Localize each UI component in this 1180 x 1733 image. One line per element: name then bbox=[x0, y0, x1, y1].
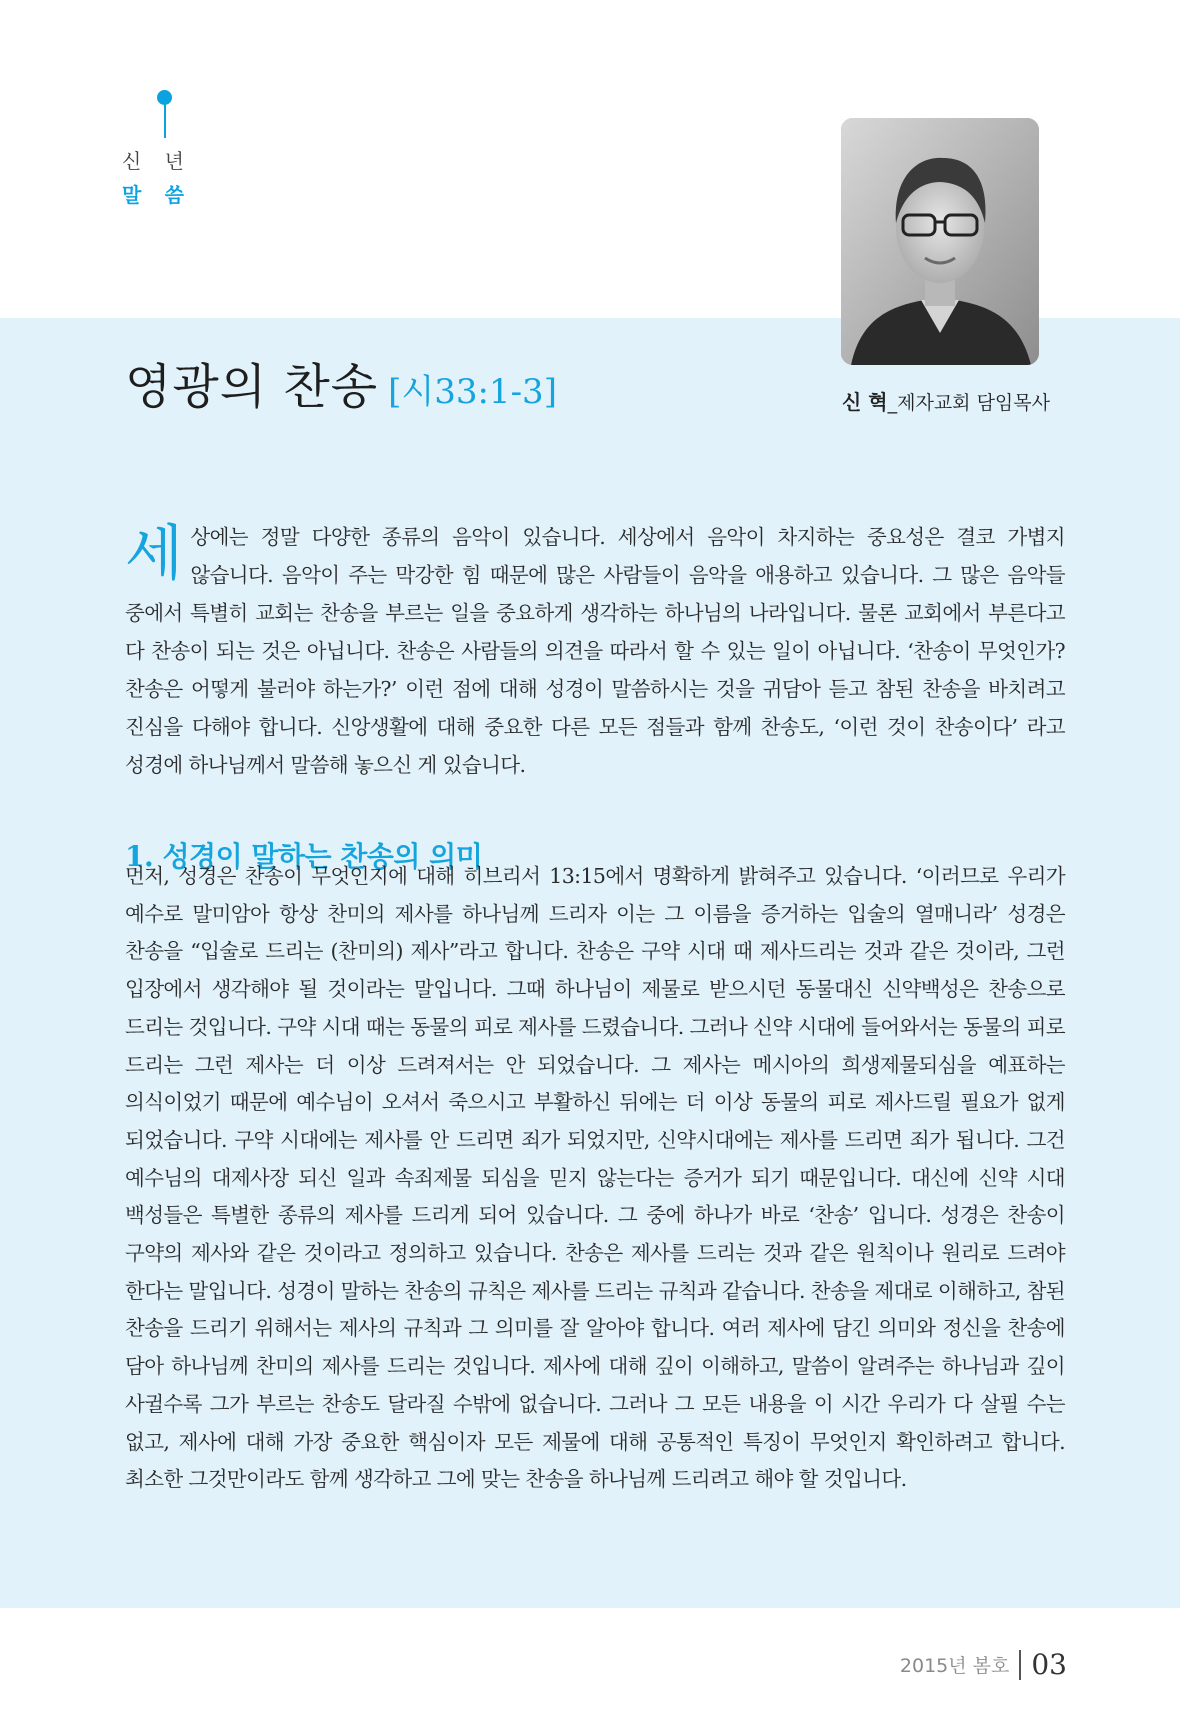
section-label-char: 년 bbox=[164, 149, 184, 173]
section-label-char: 씀 bbox=[164, 183, 184, 207]
issue-label: 2015년 봄호 bbox=[899, 1655, 1010, 1677]
author-credit bbox=[700, 386, 1050, 415]
intro-text: 상에는 정말 다양한 종류의 음악이 있습니다. 세상에서 음악이 차지하는 중요성은 결코 가볍지 않습니다. 음악이 주는 막강한 힘 때문에 많은 사람들이 음악을 애용하고 있습니다. 그 많은 음악들 중에서 특별히 교회는 찬송을 부르는 일을 중요하게 생각하는 하나님의 나라입니다. 물론 교회에서 부른다고 다 찬송이 되는 것은 아닙니다. 찬송은 사람들의 의견을 따라서 할 수 있는 일이 아닙니다. ‘찬송이 무엇인가? 찬송은 어떻게 불러야 하는가?’ 이런 점에 대해 성경이 말씀하시는 것을 귀담아 듣고 참된 찬송을 바치려고 진심을 다해야 합니다. 신앙생활에 대해 중요한 다른 모든 점들과 함께 찬송도, ‘이런 것이 찬송이다’ 라고 성경에 하나님께서 말씀해 놓으신 게 있습니다. bbox=[125, 525, 1065, 777]
author-role: _제자교회 담임목사 bbox=[887, 392, 1050, 414]
title-main: 영광의 찬송 bbox=[125, 359, 379, 416]
page-footer bbox=[900, 1648, 1067, 1681]
page-number: 03 bbox=[1031, 1648, 1067, 1681]
title-reference: [시33:1-3] bbox=[388, 372, 557, 413]
footer-divider bbox=[1019, 1650, 1021, 1680]
dropcap: 세 bbox=[125, 519, 183, 589]
section-paragraph: 먼저, 성경은 찬송이 무엇인지에 대해 히브리서 13:15에서 명확하게 밝혀주고 있습니다. ‘이러므로 우리가 예수로 말미암아 항상 찬미의 제사를 하나님께 드리자 이는 그 이름을 증거하는 입술의 열매니라’ 성경은 찬송을 “입술로 드리는 (찬미의) 제사”라고 합니다. 찬송은 구약 시대 때 제사드리는 것과 같은 것이라, 그런 입장에서 생각해야 될 것이라는 말입니다. 그때 하나님이 제물로 받으시던 동물대신 신약백성은 찬송으로 드리는 것입니다. 구약 시대 때는 동물의 피로 제사를 드렸습니다. 그러나 신약 시대에 들어와서는 동물의 피로 드리는 그런 제사는 더 이상 드려져서는 안 되었습니다. 그 제사는 메시아의 희생제물되심을 예표하는 의식이었기 때문에 예수님이 오셔서 죽으시고 부활하신 뒤에는 더 이상 동물의 피로 제사드릴 필요가 없게 되었습니다. 구약 시대에는 제사를 안 드리면 죄가 되었지만, 신약시대에는 제사를 드리면 죄가 됩니다. 그건 예수님의 대제사장 되신 일과 속죄제물 되심을 믿지 않는다는 증거가 되기 때문입니다. 대신에 신약 시대 백성들은 특별한 종류의 제사를 드리게 되어 있습니다. 그 중에 하나가 바로 ‘찬송’ 입니다. 성경은 찬송이 구약의 제사와 같은 것이라고 정의하고 있습니다. 찬송은 제사를 드리는 것과 같은 원칙이나 원리로 드려야 한다는 말입니다. 성경이 말하는 찬송의 규칙은 제사를 드리는 규칙과 같습니다. 찬송을 제대로 이해하고, 참된 찬송을 드리기 위해서는 제사의 규칙과 그 의미를 잘 알아야 합니다. 여러 제사에 담긴 의미와 정신을 찬송에 담아 하나님께 찬미의 제사를 드리는 것입니다. 제사에 대해 깊이 이해하고, 말씀이 알려주는 하나님과 깊이 사귈수록 그가 부르는 찬송도 달라질 수밖에 없습니다. 그러나 그 모든 내용을 이 시간 우리가 다 살필 수는 없고, 제사에 대해 가장 중요한 핵심이자 모든 제물에 대해 공통적인 특징이 무엇인지 확인하려고 합니다. 최소한 그것만이라도 함께 생각하고 그에 맞는 찬송을 하나님께 드리려고 해야 할 것입니다. bbox=[125, 864, 1065, 1492]
section-label bbox=[118, 144, 188, 212]
author-name: 신 혁 bbox=[842, 390, 888, 414]
section-label-char: 신 bbox=[122, 149, 142, 173]
section-label-char: 말 bbox=[122, 183, 142, 207]
section-marker-line bbox=[164, 104, 166, 138]
intro-paragraph bbox=[125, 518, 1065, 784]
section-marker-dot bbox=[157, 90, 172, 105]
page-title bbox=[125, 348, 557, 417]
author-photo bbox=[841, 118, 1039, 365]
section-heading: 1. 성경이 말하는 찬송의 의미 bbox=[125, 840, 483, 874]
